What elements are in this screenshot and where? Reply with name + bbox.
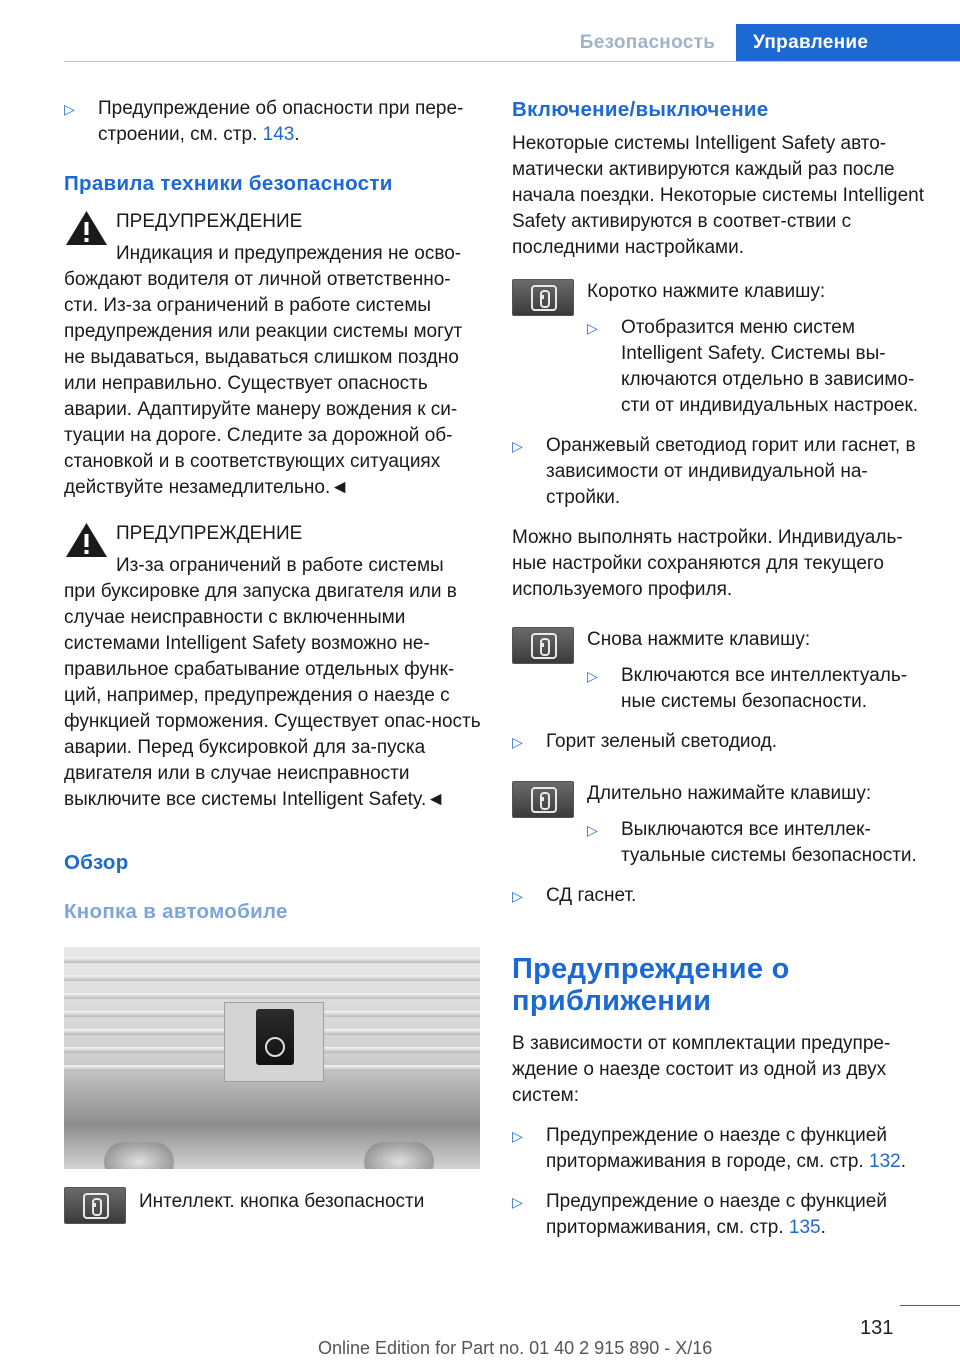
warning-block <box>64 521 484 813</box>
instruction-text: Длительно нажимайте клавишу: <box>587 783 872 804</box>
intelligent-safety-key-icon <box>512 627 574 664</box>
warning-block <box>64 209 484 501</box>
tab-control[interactable]: Управление <box>736 24 960 62</box>
warning-title: ПРЕДУПРЕЖДЕНИЕ <box>116 523 303 544</box>
header-divider <box>64 61 960 62</box>
key-instruction-block <box>512 279 932 419</box>
edition-line: Online Edition for Part no. 01 40 2 915 890 - X/16 <box>318 1338 713 1358</box>
triangle-bullet-icon: ▷ <box>512 734 523 750</box>
left-column <box>64 96 484 1233</box>
triangle-bullet-icon: ▷ <box>587 822 598 838</box>
intelligent-safety-key-icon <box>64 1187 126 1224</box>
intelligent-safety-key-icon <box>512 279 574 316</box>
bullet-text: Предупреждение об опасности при пере-строении, см. стр. <box>98 98 464 145</box>
page-link[interactable]: 135 <box>788 1217 821 1238</box>
triangle-bullet-icon: ▷ <box>512 888 523 904</box>
warning-text: при буксировке для запуска двигателя или в случае неисправности с включенными системами Intelligent Safety возможно не-правильное срабатывание отдельных функ-ций, например, предупреждения о наезде с функцией торможения. Существует опас-ность аварии. Перед буксировкой для за-пуска двигателя или в случае неисправности выключите все системы Intelligent Safety.◄ <box>64 581 481 810</box>
list-item <box>587 817 932 869</box>
key-instruction-block <box>512 627 932 715</box>
tab-safety[interactable]: Безопасность <box>579 32 716 53</box>
paragraph: В зависимости от комплектации предупре-ждение о наезде состоит из одной из двух систем: <box>512 1033 891 1106</box>
triangle-bullet-icon: ▷ <box>512 438 523 454</box>
bullet-text: Включаются все интеллектуаль-ные системы безопасности. <box>621 665 908 712</box>
bullet-text: Отобразится меню систем Intelligent Safety. Системы вы-ключаются отдельно в зависимо-сти от индивидуальных настроек. <box>621 317 919 416</box>
triangle-bullet-icon: ▷ <box>587 320 598 336</box>
section-title: Правила техники безопасности <box>64 172 393 195</box>
triangle-bullet-icon: ▷ <box>587 668 598 684</box>
safety-button-icon <box>256 1009 294 1065</box>
warning-triangle-icon <box>64 209 109 247</box>
bullet-text: Выключаются все интеллек-туальные системы безопасности. <box>621 819 917 866</box>
bullet-text: Горит зеленый светодиод. <box>546 731 778 752</box>
triangle-bullet-icon: ▷ <box>64 101 75 117</box>
subsection-title: Кнопка в автомобиле <box>64 900 288 923</box>
intelligent-safety-key-icon <box>512 781 574 818</box>
list-item <box>587 315 932 419</box>
triangle-bullet-icon: ▷ <box>512 1194 523 1210</box>
list-item <box>512 883 932 909</box>
list-item: ▷ Предупреждение о наезде с функцией притормаживания в городе, см. стр. 132. <box>512 1125 906 1172</box>
list-item <box>512 729 932 755</box>
warning-text: Индикация и предупреждения не осво- <box>116 243 462 264</box>
paragraph: Некоторые системы Intelligent Safety авто-матически активируются каждый раз после начала поездки. Некоторые системы Intelligent Safety активируются в соответ-ствии с последними настройками. <box>512 133 924 258</box>
list-item <box>587 663 932 715</box>
bullet-text: Предупреждение о наезде с функцией притормаживания, см. стр. <box>546 1191 887 1238</box>
warning-text: Из-за ограничений в работе системы <box>116 555 444 576</box>
chapter-title: Предупреждение о приближении <box>512 953 790 1017</box>
bullet-text: СД гаснет. <box>546 885 637 906</box>
car-button-photo <box>64 947 480 1169</box>
paragraph: Можно выполнять настройки. Индивидуаль-ные настройки сохраняются для текущего используемого профиля. <box>512 527 903 600</box>
warning-text: бождают водителя от личной ответственно-сти. Из-за ограничений в работе системы предупреждения или реакции системы могут не выдаваться, выдаваться слишком поздно или неправильно. Существует опасность аварии. Адаптируйте манеру вождения к си-туации на дороге. Следите за дорожной об-становкой и в соответствующих ситуациях действуйте незамедлительно.◄ <box>64 269 463 498</box>
section-title: Включение/выключение <box>512 98 769 121</box>
list-item: ▷ Предупреждение о наезде с функцией притормаживания, см. стр. 135. <box>512 1191 887 1238</box>
list-item <box>512 433 932 511</box>
page-link[interactable]: 132 <box>869 1151 901 1172</box>
warning-title: ПРЕДУПРЕЖДЕНИЕ <box>116 211 303 232</box>
list-item: ▷ Предупреждение об опасности при пере-строении, см. стр. 143. <box>64 98 464 145</box>
bullet-text: Оранжевый светодиод горит или гаснет, в зависимости от индивидуальной на-стройки. <box>546 435 916 508</box>
instruction-text: Коротко нажмите клавишу: <box>587 281 826 302</box>
key-instruction-block <box>512 781 932 869</box>
key-caption-block <box>64 1187 484 1233</box>
page-number: 131 <box>860 1317 894 1339</box>
warning-triangle-icon <box>64 521 109 559</box>
footer-divider <box>900 1305 960 1306</box>
section-title: Обзор <box>64 851 129 874</box>
key-caption: Интеллект. кнопка безопасности <box>139 1191 425 1212</box>
right-column <box>512 96 932 1255</box>
page-link[interactable]: 143 <box>262 124 295 145</box>
instruction-text: Снова нажмите клавишу: <box>587 629 811 650</box>
bullet-text: Предупреждение о наезде с функцией притормаживания в городе, см. стр. <box>546 1125 887 1172</box>
triangle-bullet-icon: ▷ <box>512 1128 523 1144</box>
